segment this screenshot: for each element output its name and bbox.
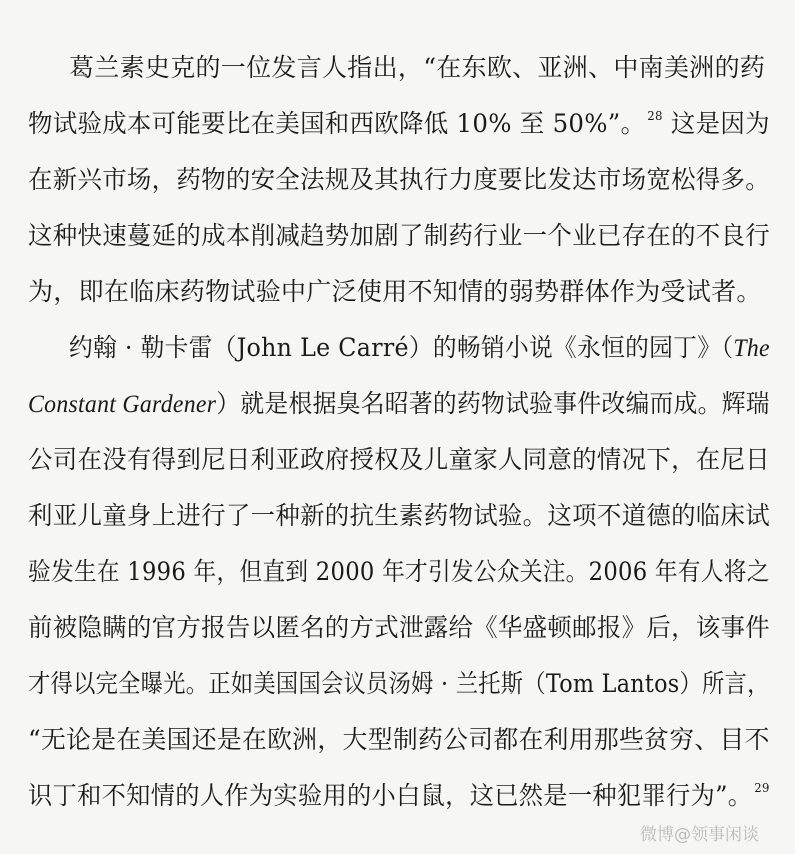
- p2-line-2: Constant Gardener）就是根据臭名昭著的药物试验事件改编而成。辉瑞: [28, 389, 770, 418]
- p2-line-6: 前被隐瞒的官方报告以匿名的方式泄露给《华盛顿邮报》后，该事件: [28, 613, 771, 642]
- p1-line-2: 物试验成本可能要比在美国和西欧降低 10% 至 50%”。 $^{28}$ 这是因为: [28, 109, 770, 138]
- p1-line-5: 为，即在临床药物试验中广泛使用不知情的弱势群体作为受试者。: [28, 277, 762, 306]
- p1-line-1: 葛兰素史克的一位发言人指出，“在东欧、亚洲、中南美洲的药: [69, 53, 766, 82]
- footnote-29: 29: [754, 781, 770, 795]
- p1-line-4: 这种快速蔓延的成本削减趋势加剧了制药行业一个业已存在的不良行: [28, 221, 771, 250]
- p2-line-3: 公司在没有得到尼日利亚政府授权及儿童家人同意的情况下，在尼日: [28, 445, 771, 474]
- p1-line-3: 在新兴市场，药物的安全法规及其执行力度要比发达市场宽松得多。: [28, 165, 771, 194]
- footnote-28: 28: [647, 109, 663, 123]
- p2-line-9: 识丁和不知情的人作为实验用的小白鼠，这已然是一种犯罪行为”。 $^{29}$: [28, 781, 770, 810]
- weibo-watermark: 微博@领事闲谈: [640, 825, 759, 845]
- p2-line-8: “无论是在美国还是在欧洲，大型制药公司都在利用那些贫穷、目不: [28, 725, 770, 754]
- p2-line-7: 才得以完全曝光。正如美国国会议员汤姆 · 兰托斯（Tom Lantos）所言，: [28, 669, 770, 698]
- p2-line-5: 验发生在 1996 年，但直到 2000 年才引发公众关注。2006 年有人将之: [28, 557, 770, 586]
- p2-line-1: 约翰 · 勒卡雷（John Le Carré）的畅销小说《永恒的园丁》（The: [69, 333, 770, 362]
- p2-line-4: 利亚儿童身上进行了一种新的抗生素药物试验。这项不道德的临床试: [28, 501, 771, 530]
